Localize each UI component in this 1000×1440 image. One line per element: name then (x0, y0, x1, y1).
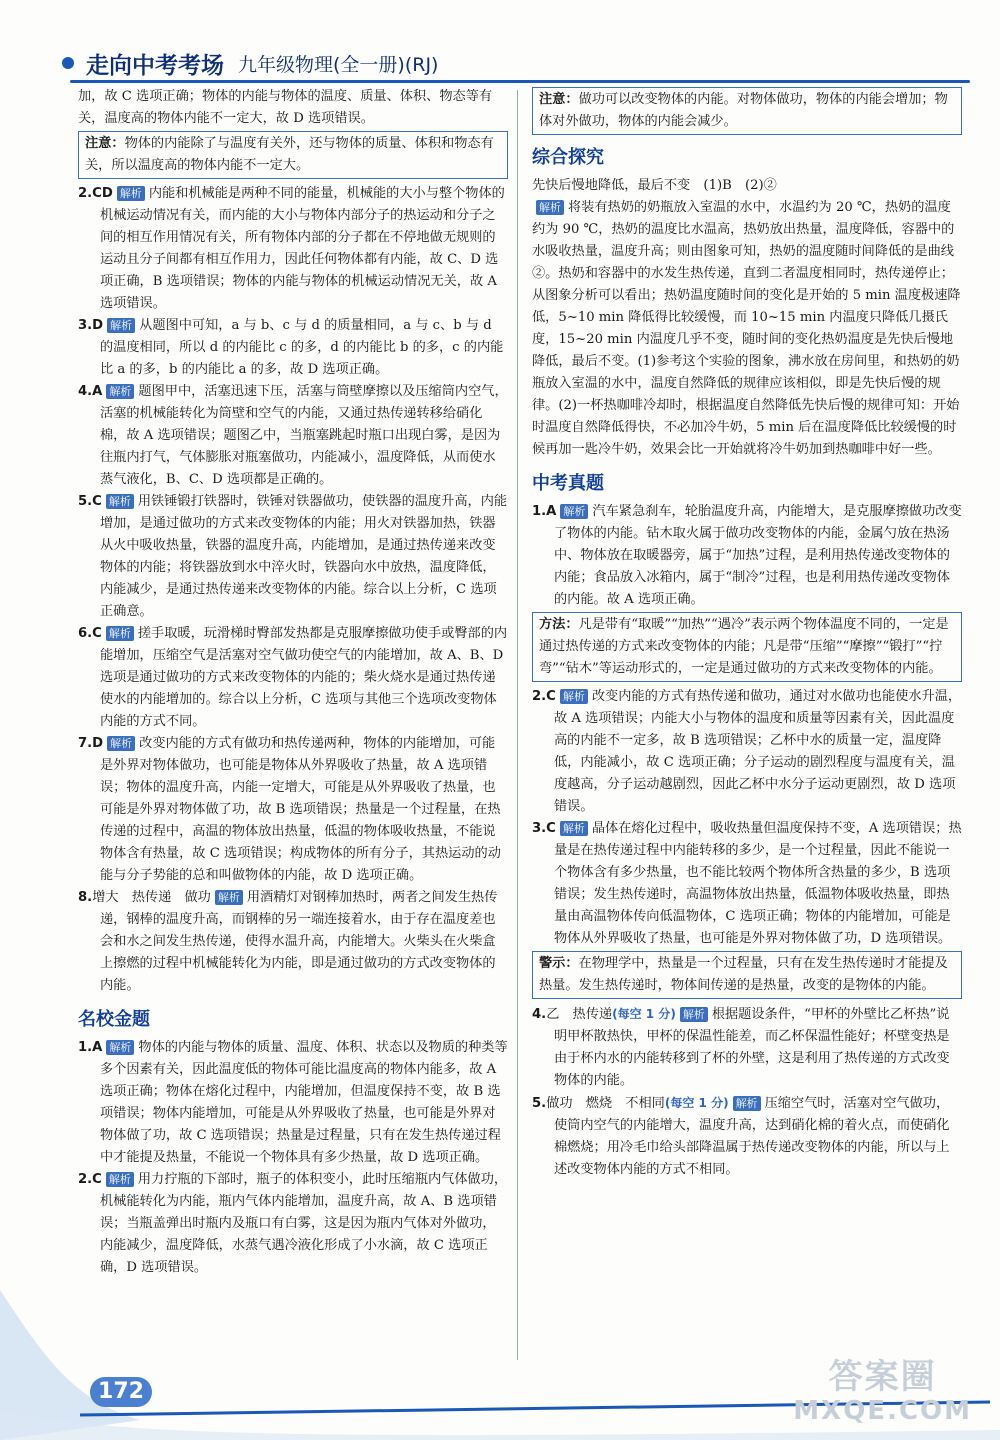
method-text: 凡是带有“取暖”“加热”“遇冷”表示两个物体温度不同的，一定是通过热传递的方式来改变物体的内能；凡是带“压缩”“摩擦”“锻打”“拧弯”“钻木”等运动形式的，一定是通过做功的方式来改变物体的内能。 (539, 617, 949, 676)
watermark-bottom: MXQE.COM (793, 1396, 972, 1426)
answer-text: 压缩空气时，活塞对空气做功，使筒内空气的内能增大，温度升高，达到硝化棉的着火点，而使硝化棉燃烧；用冷毛巾给头部降温属于热传递改变物体的内能，所以与上述改变物体内能的方式不相同。 (554, 1096, 950, 1177)
answer-text: 根据题设条件，“甲杯的外壁比乙杯热”说明甲杯散热快，甲杯的保温性能差，而乙杯保温性能好；杯壁变热是由于杯内水的内能转移到了杯的外壁，这是利用了热传递的方式改变物体的内能。 (554, 1007, 950, 1088)
analysis-tag: 解析 (560, 689, 588, 704)
header-rule (70, 80, 970, 83)
score-note: (每空 1 分) (664, 1096, 729, 1110)
answer-number: 1.A (78, 1040, 103, 1055)
note-text: 物体的内能除了与温度有关外，还与物体的质量、体积和物态有关，所以温度高的物体内能不一定大。 (85, 136, 494, 173)
answer-number: 4.A (78, 384, 103, 399)
warning-box (532, 951, 962, 999)
answer-number: 3.D (78, 318, 104, 333)
watermark-logo (793, 1357, 972, 1428)
note-box (78, 131, 508, 179)
answer-fill: 增大 热传递 做功 (92, 890, 211, 905)
answer-item (532, 1092, 962, 1181)
answer-text: 用酒精灯对钢棒加热时，两者之间发生热传递，钢棒的温度升高，而钢棒的另一端连接着水，由于存在温度差也会和水之间发生热传递，使得水温升高，内能增大。火柴头在火柴盒上擦燃的过程中机械能转化为内能，即是通过做功的方式改变物体的内能。 (100, 890, 498, 993)
answer-number: 8. (78, 890, 93, 905)
answer-number: 2.CD (78, 186, 113, 201)
header-bullet-icon (62, 57, 74, 69)
score-note: (每空 1 分) (612, 1007, 676, 1021)
answer-item (532, 818, 962, 950)
column-divider (517, 90, 518, 1360)
analysis-tag: 解析 (106, 1040, 134, 1055)
page-number: 172 (90, 1377, 152, 1407)
answer-item (78, 733, 508, 887)
note-box (532, 87, 962, 135)
answer-item (78, 315, 508, 381)
answer-number: 7.D (78, 736, 104, 751)
answer-number: 3.C (532, 821, 556, 836)
answer-item (78, 183, 508, 315)
answer-text: 搓手取暖，玩滑梯时臀部发热都是克服摩擦做功使手或臀部的内能增加，压缩空气是活塞对空气做功使空气的内能增加，故 A、B、D 选项是通过做功的方式来改变物体的内能的；柴火烧水是通过热传递使水的内能增加的。综合以上分析，C 选项与其他三个选项改变物体内能的方式不同。 (100, 626, 508, 729)
analysis-tag: 解析 (560, 504, 588, 519)
answer-number: 5. (532, 1096, 547, 1111)
answer-number: 2.C (532, 689, 556, 704)
answer-item (78, 381, 508, 491)
right-column (532, 86, 962, 1181)
analysis-tag: 解析 (106, 494, 134, 509)
section-heading: 中考真题 (532, 473, 604, 494)
answer-text: 用铁锤锻打铁器时，铁锤对铁器做功，使铁器的温度升高，内能增加，是通过做功的方式来改变物体的内能；用火对铁器加热，铁器从火中吸收热量，铁器的温度升高，内能增加，是通过热传递来改变物体的内能；将铁器放到水中淬火时，铁器向水中放热，温度降低，内能减少，是通过热传递来改变物体的内能。综合以上分析，C 选项正确意。 (100, 494, 508, 619)
answer-fill: 做功 燃烧 不相同 (546, 1096, 665, 1111)
left-column (78, 86, 508, 1279)
answer-text: 将装有热奶的奶瓶放入室温的水中，水温约为 20 ℃，热奶的温度约为 90 ℃，热奶的温度比水温高，热奶放出热量，温度降低，容器中的水吸收热量，温度升高；则由图象可知，热奶的温度随时间降低的是曲线②。热奶和容器中的水发生热传递，直到二者温度相同时，热传递停止；从图象分析可以看出；热奶温度随时间的变化是开始的 5 min 温度极速降低，5~10 min 降低得比较缓慢，而 10~15 min 内温度只降低几摄氏度，15~20 min 内温度几乎不变，随时间的变化热奶温度是先快后慢地降低，最后不变。(1)参考这个实验的图象，沸水放在房间里，和热奶的奶瓶放入室温的水中，温度自然降低的规律应该相似，即是先快后慢的规律。(2)一杯热咖啡冷却时，根据温度自然降低先快后慢的规律可知：开始时温度自然降低得快，不必加冷牛奶，5 min 后在温度降低比较缓慢的时候再加一匙冷牛奶，效果会比一开始就将冷牛奶加到热咖啡中好一些。 (532, 200, 961, 457)
answer-text: 改变内能的方式有热传递和做功，通过对水做功也能使水升温，故 A 选项错误；内能大小与物体的温度和质量等因素有关，因此温度高的内能不一定多，故 B 选项错误；乙杯中水的质量一定，温度降低，内能减小，故 C 选项正确；分子运动的剧烈程度与温度有关，温度越高，分子运动越剧烈，因此乙杯中水分子运动更剧烈，故 D 选项错误。 (554, 689, 962, 814)
method-label: 方法： (539, 617, 579, 632)
analysis-tag: 解析 (215, 890, 243, 905)
answer-number: 6.C (78, 626, 102, 641)
book-brand: 走向中考考场 (86, 52, 224, 79)
analysis-tag: 解析 (733, 1096, 761, 1111)
answer-text: 内能和机械能是两种不同的能量，机械能的大小与整个物体的机械运动情况有关，而内能的大小与物体内部分子的热运动和分子之间的相互作用情况有关，所有物体内部的分子都在不停地做无规则的运动且分子间都有相互作用力，因此任何物体都有内能，故 C、D 选项正确，B 选项错误；物体的内能与物体的机械运动情况无关，故 A 选项错误。 (100, 186, 505, 311)
answer-text: 汽车紧急刹车，轮胎温度升高，内能增大，是克服摩擦做功改变了物体的内能。钻木取火属于做功改变物体的内能，金属勺放在热汤中、物体放在取暖器旁，属于“加热”过程，是利用热传递改变物体的内能；食品放入冰箱内，属于“制冷”过程，也是利用热传递改变物体的内能。故 A 选项正确。 (554, 504, 962, 607)
answer-number: 1.A (532, 504, 557, 519)
analysis-tag: 解析 (107, 736, 135, 751)
warning-label: 警示： (539, 956, 579, 971)
answer-item (532, 1003, 962, 1092)
analysis-tag: 解析 (536, 200, 564, 215)
answer-text: 题图甲中，活塞迅速下压，活塞与筒壁摩擦以及压缩筒内空气，活塞的机械能转化为筒壁和空气的内能，又通过热传递转移给硝化棉，故 A 选项错误；题图乙中，当瓶塞跳起时瓶口出现白雾，是因为往瓶内打气，气体膨胀对瓶塞做功，内能减小，温度降低，从而使水蒸气液化，B、C、D 选项都是正确的。 (100, 384, 508, 487)
answer-item (532, 197, 962, 461)
section-heading: 名校金题 (78, 1009, 150, 1030)
answer-number: 4. (532, 1007, 547, 1022)
answer-fill: 乙 热传递 (546, 1007, 613, 1022)
watermark-top: 答案圈 (828, 1357, 937, 1397)
warning-text: 在物理学中，热量是一个过程量，只有在发生热传递时才能提及热量。发生热传递时，物体间传递的是热量，改变的是物体的内能。 (539, 956, 948, 993)
analysis-tag: 解析 (107, 318, 135, 333)
answer-item (78, 887, 508, 997)
answer-number: 2.C (78, 1172, 102, 1187)
book-subtitle: 九年级物理(全一册)(RJ) (238, 53, 439, 76)
analysis-tag: 解析 (680, 1007, 708, 1022)
analysis-tag: 解析 (106, 1172, 134, 1187)
analysis-tag: 解析 (106, 384, 134, 399)
answer-text: 从题图中可知，a 与 b、c 与 d 的质量相同，a 与 c、b 与 d 的温度相同，所以 d 的内能比 c 的多，d 的内能比 b 的多，c 的内能比 a 的多，b 的内能比 a 的多，故 D 选项正确。 (100, 318, 504, 377)
page-header (62, 48, 438, 78)
answer-item (532, 501, 962, 611)
answer-fill: 先快后慢地降低，最后不变 (1)B (2)② (532, 178, 777, 193)
method-box (532, 612, 962, 682)
answer-item (532, 686, 962, 818)
answer-item (78, 491, 508, 623)
analysis-tag: 解析 (560, 821, 588, 836)
note-text: 做功可以改变物体的内能。对物体做功，物体的内能会增加；物体对外做功，物体的内能会减少。 (539, 92, 948, 129)
answer-text: 用力拧瓶的下部时，瓶子的体积变小，此时压缩瓶内气体做功，机械能转化为内能，瓶内气体内能增加，温度升高，故 A、B 选项错误；当瓶盖弹出时瓶内及瓶口有白雾，这是因为瓶内气体对外做功，内能减少，温度降低，水蒸气遇冷液化形成了小水滴，故 C 选项正确，D 选项错误。 (100, 1172, 508, 1275)
analysis-tag: 解析 (106, 626, 134, 641)
note-label: 注意： (85, 136, 125, 151)
answer-text: 晶体在熔化过程中，吸收热量但温度保持不变，A 选项错误；热量是在热传递过程中内能转移的多少，是一个过程量，因此不能说一个物体含有多少热量，也不能比较两个物体所含热量的多少，B 选项错误；发生热传递时，高温物体放出热量，低温物体吸收热量，即热量由高温物体传向低温物体，C 选项正确；物体的内能增加，可能是物体从外界吸收了热量，也可能是外界对物体做了功，D 选项错误。 (554, 821, 962, 946)
answer-text: 物体的内能与物体的质量、温度、体积、状态以及物质的种类等多个因素有关，因此温度低的物体可能比温度高的物体内能多，故 A 选项正确；物体在熔化过程中，内能增加，但温度保持不变，故 B 选项错误；物体内能增加，可能是从外界吸收了热量，也可能是外界对物体做了功，故 C 选项错误；热量是过程量，只有在发生热传递过程中才能提及热量，不能说一个物体具有多少热量，故 D 选项正确。 (100, 1040, 508, 1165)
answer-item (78, 1037, 508, 1169)
note-label: 注意： (539, 92, 579, 107)
answer-item (78, 1169, 508, 1279)
answer-number: 5.C (78, 494, 102, 509)
continued-text: 加，故 C 选项正确；物体的内能与物体的温度、质量、体积、物态等有关，温度高的物体内能不一定大，故 D 选项错误。 (78, 89, 493, 126)
answer-text: 改变内能的方式有做功和热传递两种，物体的内能增加，可能是外界对物体做功，也可能是物体从外界吸收了热量，故 A 选项错误；物体的温度升高，内能一定增大，可能是从外界吸收了热量，也可能是外界对物体做了功，故 B 选项错误；热量是一个过程量，在热传递的过程中，高温的物体放出热量，低温的物体吸收热量，不能说物体含有热量，故 C 选项错误；构成物体的所有分子，其热运动的动能与分子势能的总和叫做物体的内能，故 D 选项正确。 (100, 736, 501, 883)
answer-item (78, 623, 508, 733)
analysis-tag: 解析 (117, 186, 145, 201)
section-heading: 综合探究 (532, 147, 604, 168)
